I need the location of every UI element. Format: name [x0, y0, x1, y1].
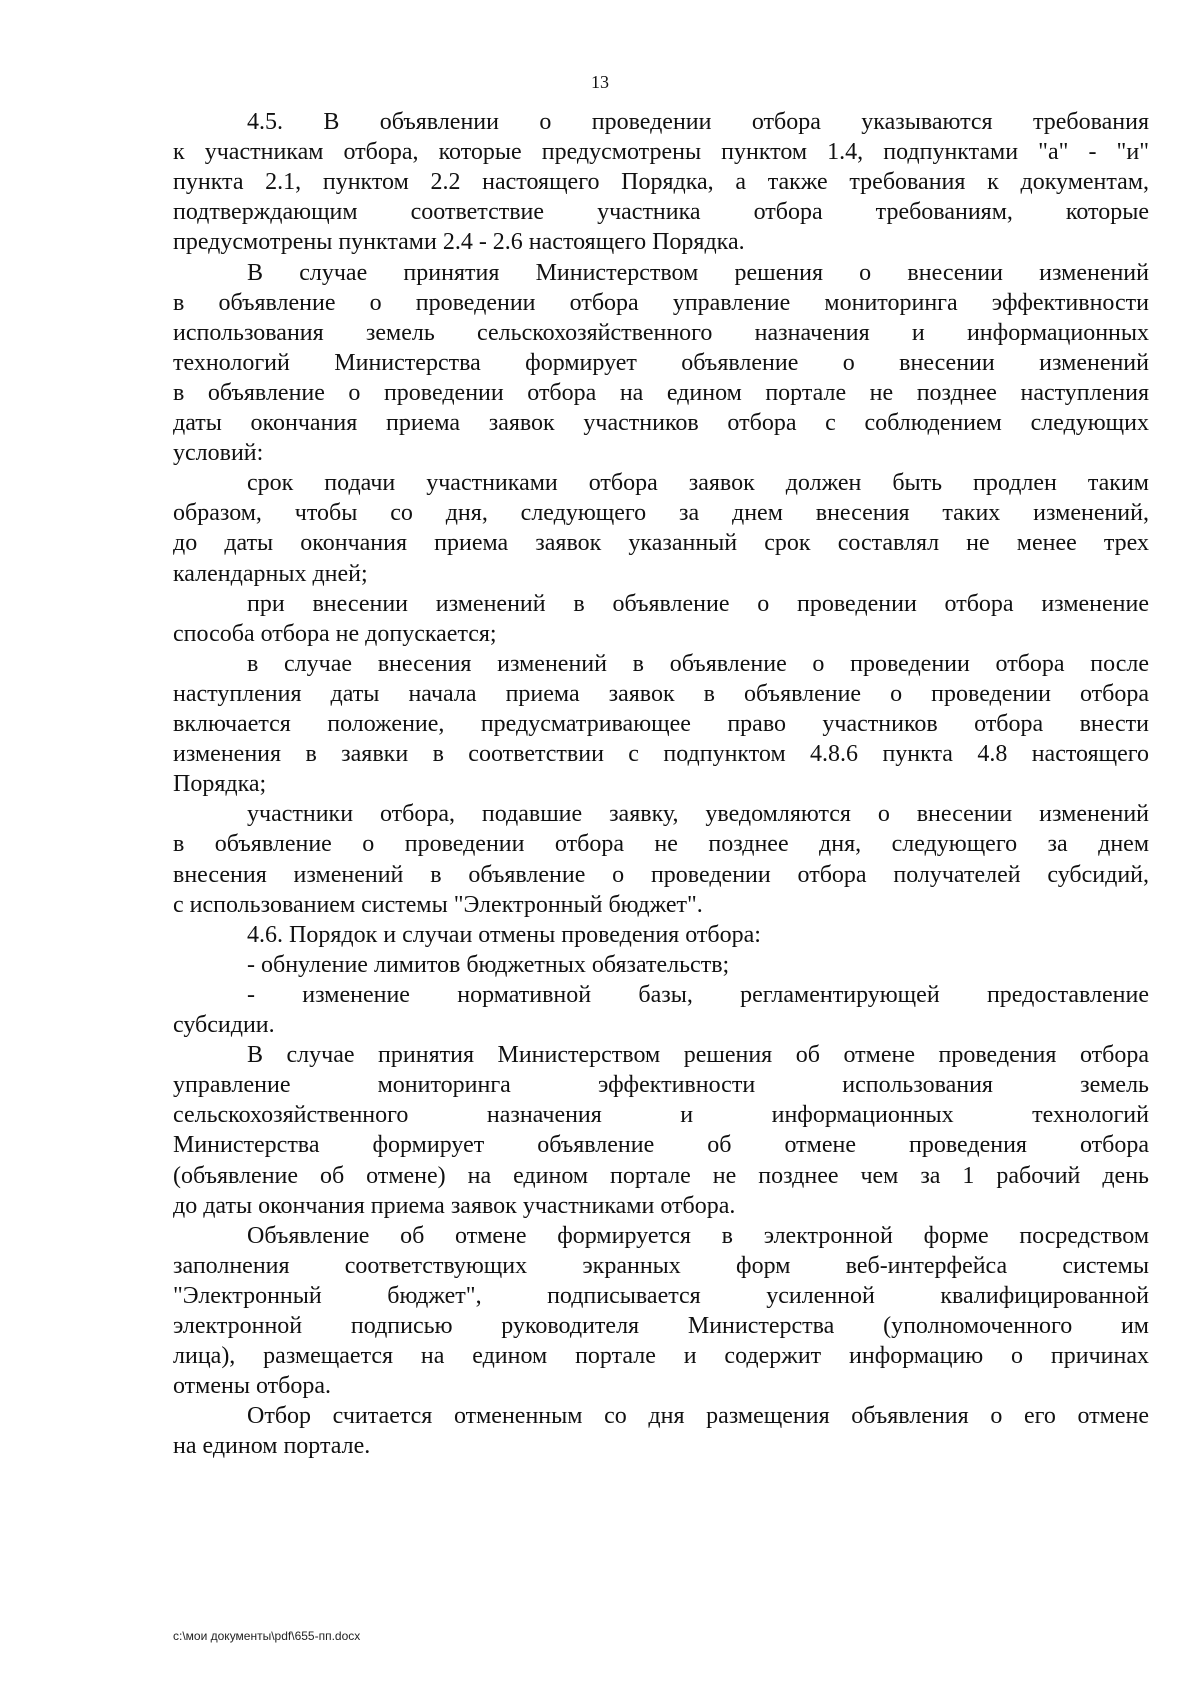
text-line: подтверждающим соответствие участника отбора требованиям, которые	[173, 199, 1149, 226]
text-line: образом, чтобы со дня, следующего за днем внесения таких изменений,	[173, 500, 1149, 527]
text-line: в объявление о проведении отбора управление мониторинга эффективности	[173, 289, 1149, 316]
text-line: В случае принятия Министерством решения о внесении изменений	[247, 259, 1149, 286]
page-number: 13	[591, 72, 609, 92]
text-line: использования земель сельскохозяйственного назначения и информационных	[173, 319, 1149, 346]
text-line: условий:	[173, 440, 264, 467]
text-line: до даты окончания приема заявок указанный срок составлял не менее трех	[173, 530, 1149, 557]
text-line: Отбор считается отмененным со дня размещения объявления о его отмене	[247, 1403, 1149, 1430]
text-line: 4.5. В объявлении о проведении отбора указываются требования	[247, 109, 1149, 135]
text-line: на едином портале.	[173, 1433, 371, 1460]
text-line: срок подачи участниками отбора заявок должен быть продлен таким	[247, 470, 1149, 497]
text-line: заполнения соответствующих экранных форм веб-интерфейса системы	[173, 1252, 1149, 1279]
text-line: отмены отбора.	[173, 1373, 332, 1400]
text-line: Министерства формирует объявление об отмене проведения отбора	[173, 1132, 1149, 1159]
text-line: "Электронный бюджет", подписывается усиленной квалифицированной	[173, 1282, 1149, 1309]
footer-file-path: c:\мои документы\pdf\655-пп.docx	[173, 1629, 361, 1643]
text-line: наступления даты начала приема заявок в объявление о проведении отбора	[173, 680, 1149, 707]
text-line: лица), размещается на едином портале и содержит информацию о причинах	[173, 1343, 1149, 1370]
text-line: в объявление о проведении отбора на едином портале не позднее наступления	[173, 379, 1149, 406]
text-line: даты окончания приема заявок участников отбора с соблюдением следующих	[173, 410, 1149, 436]
text-line: (объявление об отмене) на едином портале не позднее чем за 1 рабочий день	[173, 1162, 1149, 1189]
text-line: субсидии.	[173, 1012, 275, 1038]
text-line: внесения изменений в объявление о проведении отбора получателей субсидий,	[173, 861, 1149, 888]
text-line: В случае принятия Министерством решения об отмене проведения отбора	[247, 1042, 1149, 1069]
text-line: - обнуление лимитов бюджетных обязательств;	[247, 951, 730, 978]
text-line: сельскохозяйственного назначения и информационных технологий	[173, 1102, 1149, 1129]
text-line: в случае внесения изменений в объявление о проведении отбора после	[247, 650, 1149, 677]
text-line: пункта 2.1, пунктом 2.2 настоящего Порядка, а также требования к документам,	[173, 169, 1149, 196]
text-line: - изменение нормативной базы, регламентирующей предоставление	[247, 981, 1149, 1008]
text-line: к участникам отбора, которые предусмотрены пунктом 1.4, подпунктами "а" - "и"	[173, 139, 1149, 166]
text-line: управление мониторинга эффективности использования земель	[173, 1072, 1149, 1099]
text-line: при внесении изменений в объявление о проведении отбора изменение	[247, 590, 1149, 617]
text-line: технологий Министерства формирует объявление о внесении изменений	[173, 349, 1149, 376]
text-line: электронной подписью руководителя Министерства (уполномоченного им	[173, 1313, 1149, 1339]
text-line: с использованием системы "Электронный бюджет".	[173, 891, 703, 918]
text-line: участники отбора, подавшие заявку, уведомляются о внесении изменений	[247, 801, 1149, 828]
text-line: способа отбора не допускается;	[173, 620, 497, 647]
text-line: календарных дней;	[173, 560, 368, 587]
text-line: 4.6. Порядок и случаи отмены проведения отбора:	[247, 921, 761, 948]
text-line: Объявление об отмене формируется в электронной форме посредством	[247, 1222, 1149, 1249]
text-line: изменения в заявки в соответствии с подпунктом 4.8.6 пункта 4.8 настоящего	[173, 741, 1149, 768]
text-line: предусмотрены пунктами 2.4 - 2.6 настоящего Порядка.	[173, 229, 745, 256]
text-line: в объявление о проведении отбора не позднее дня, следующего за днем	[173, 831, 1149, 858]
text-line: до даты окончания приема заявок участниками отбора.	[173, 1192, 736, 1219]
text-line: включается положение, предусматривающее право участников отбора внести	[173, 711, 1149, 737]
text-line: Порядка;	[173, 771, 267, 798]
